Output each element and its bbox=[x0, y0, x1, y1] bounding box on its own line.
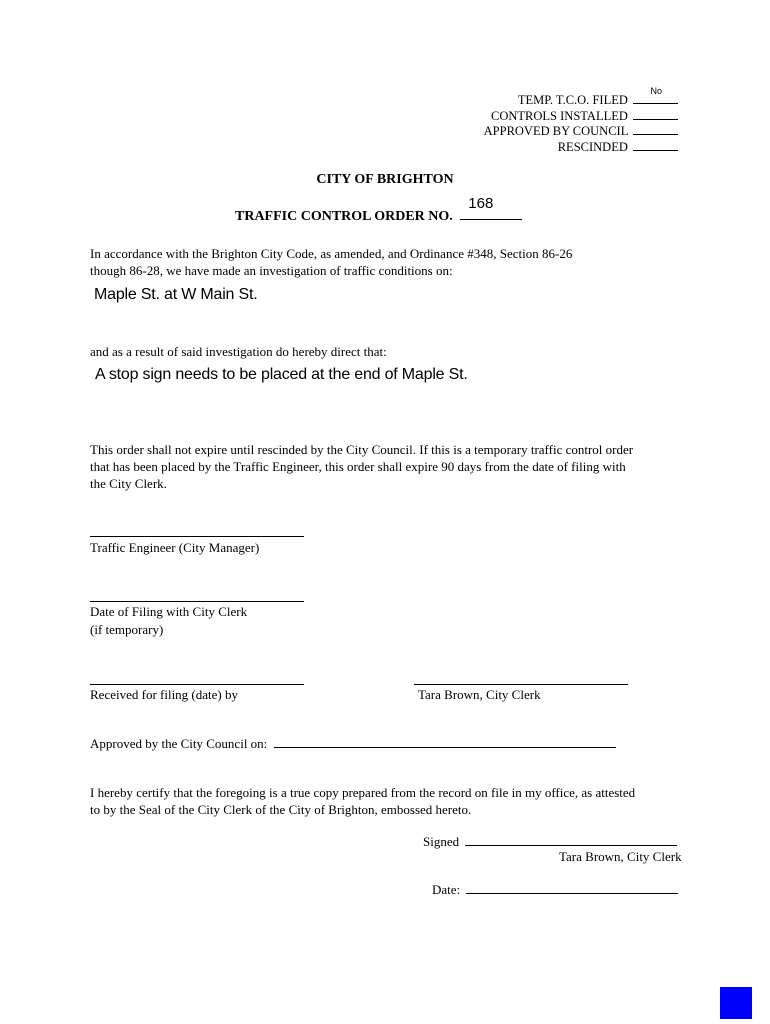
temp-tco-filed-label: TEMP. T.C.O. FILED bbox=[517, 93, 628, 107]
certification-line-2: to by the Seal of the City Clerk of the City of Brighton, embossed hereto. bbox=[90, 802, 472, 817]
location-field[interactable]: Maple St. at W Main St. bbox=[94, 286, 258, 303]
expiry-line-3: the City Clerk. bbox=[90, 476, 167, 491]
expiry-line-2: that has been placed by the Traffic Engineer, this order shall expire 90 days from the date of filing with bbox=[90, 459, 626, 474]
traffic-engineer-signature-line[interactable] bbox=[90, 536, 304, 537]
date-field[interactable] bbox=[466, 881, 678, 894]
city-title: CITY OF BRIGHTON bbox=[316, 172, 454, 187]
order-label: TRAFFIC CONTROL ORDER NO. bbox=[235, 209, 453, 224]
temp-tco-filed-field[interactable] bbox=[633, 86, 678, 104]
received-for-filing-label: Received for filing (date) by bbox=[90, 687, 238, 702]
directive-field[interactable]: A stop sign needs to be placed at the end of Maple St. bbox=[95, 366, 468, 383]
date-label: Date: bbox=[432, 882, 461, 897]
expiry-paragraph bbox=[90, 441, 680, 492]
order-number-field[interactable] bbox=[460, 195, 522, 220]
approved-by-council-row bbox=[484, 123, 678, 139]
rescinded-row bbox=[484, 139, 678, 155]
certification-paragraph bbox=[90, 784, 680, 818]
intro-line-1: In accordance with the Brighton City Code, as amended, and Ordinance #348, Section 86-26 bbox=[90, 246, 573, 261]
temp-tco-filed-row bbox=[484, 86, 678, 108]
signed-field[interactable] bbox=[465, 833, 677, 846]
approved-by-council-date-field[interactable] bbox=[274, 735, 616, 748]
signed-label: Signed bbox=[423, 834, 460, 849]
approved-by-council-text: Approved by the City Council on: bbox=[90, 736, 268, 751]
intro-paragraph bbox=[90, 245, 680, 279]
corner-marker bbox=[720, 987, 752, 1019]
controls-installed-label: CONTROLS INSTALLED bbox=[491, 108, 628, 123]
controls-installed-field[interactable] bbox=[633, 108, 678, 120]
direct-line: and as a result of said investigation do hereby direct that: bbox=[90, 344, 387, 359]
approved-by-council-line bbox=[90, 735, 616, 752]
approved-by-council-field[interactable] bbox=[633, 123, 678, 135]
temp-tco-filed-value: No bbox=[650, 86, 662, 96]
city-clerk-left-label: Tara Brown, City Clerk bbox=[418, 687, 541, 702]
if-temporary-label: (if temporary) bbox=[90, 622, 164, 637]
approved-by-council-label: APPROVED BY COUNCIL bbox=[483, 124, 628, 138]
expiry-line-1: This order shall not expire until rescinded by the City Council. If this is a temporary traffic control order bbox=[90, 442, 634, 457]
date-of-filing-label: Date of Filing with City Clerk bbox=[90, 604, 248, 619]
traffic-engineer-label: Traffic Engineer (City Manager) bbox=[90, 540, 260, 555]
rescinded-label: RESCINDED bbox=[557, 139, 628, 154]
signer-name: Tara Brown, City Clerk bbox=[559, 849, 682, 864]
date-line bbox=[432, 881, 678, 898]
controls-installed-row bbox=[484, 108, 678, 124]
certification-line-1: I hereby certify that the foregoing is a true copy prepared from the record on file in my office, as attested bbox=[90, 785, 636, 800]
order-number-value: 168 bbox=[468, 195, 494, 212]
status-block bbox=[483, 86, 678, 154]
city-clerk-signature-line[interactable] bbox=[414, 684, 628, 685]
order-number-row bbox=[235, 195, 522, 225]
rescinded-field[interactable] bbox=[633, 139, 678, 151]
intro-line-2: though 86-28, we have made an investigation of traffic conditions on: bbox=[90, 263, 453, 278]
date-of-filing-line[interactable] bbox=[90, 601, 304, 602]
received-for-filing-line[interactable] bbox=[90, 684, 304, 685]
